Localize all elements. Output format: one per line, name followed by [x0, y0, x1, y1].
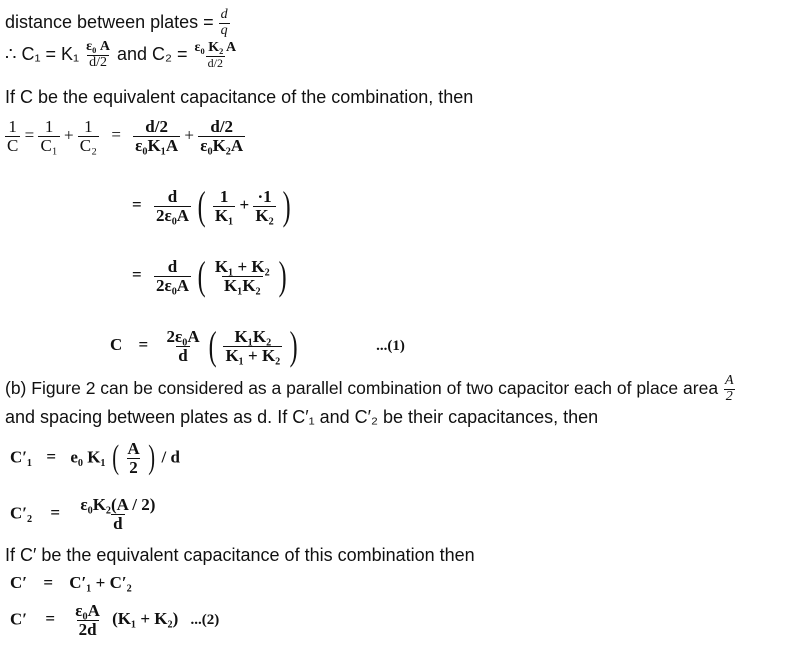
right-paren: ): [282, 183, 291, 228]
distance-text: distance between plates =: [5, 11, 219, 32]
inverse-k1-fraction: [213, 188, 235, 225]
inverse-k2-fraction: [253, 188, 275, 225]
fraction-num: d: [167, 186, 178, 206]
a-over-2-fraction: [125, 440, 141, 477]
c2-fraction: [193, 41, 239, 69]
distance-line: [5, 8, 230, 38]
equals-sign: =: [24, 125, 35, 145]
result-equation-1: [110, 323, 405, 368]
equals-sign: =: [132, 264, 142, 284]
c1-prime-label: C′₁: [10, 447, 33, 467]
result-equation-2: [10, 602, 219, 639]
over-d-term: / d: [161, 447, 180, 467]
fraction-den: ε₀K₂A: [200, 135, 244, 155]
prefactor-fraction: [154, 258, 191, 295]
fraction-num: K₁ + K₂: [214, 256, 270, 276]
sum-term: C′₁ + C′₂: [69, 573, 132, 592]
prefactor-fraction: [154, 188, 191, 225]
left-paren: (: [197, 183, 206, 228]
part-b-text: (b) Figure 2 can be considered as a parallel combination of two capacitor each of place area: [5, 377, 719, 398]
k-sum-term: (K₁ + K₂): [112, 609, 179, 629]
lhs-fraction: [5, 118, 20, 155]
e0-k1-term: e₀ K₁: [70, 447, 106, 467]
fraction-num: d/2: [145, 117, 168, 136]
fraction-den: d: [178, 345, 188, 365]
fraction-den: C₂: [79, 135, 98, 155]
a-over-2-fraction: [723, 374, 736, 404]
fraction-den: C: [7, 135, 19, 155]
inverse-c1-fraction: [38, 118, 59, 155]
fraction-den: 2ε₀A: [155, 205, 190, 225]
fraction-num: d/2: [210, 117, 234, 136]
capacitance-definitions: [5, 40, 238, 70]
fraction-den: 2ε₀A: [155, 275, 190, 295]
plus-sign: +: [184, 125, 194, 145]
equals-sign: =: [43, 573, 53, 592]
c2-prime-fraction: [78, 496, 157, 533]
fraction-den: d/2: [89, 54, 107, 70]
c2-prime-label: C′₂: [10, 503, 33, 523]
series-equation: [5, 118, 245, 155]
fraction-num: ε₀A: [75, 601, 100, 620]
term2-fraction: [198, 118, 245, 155]
plus-sign: +: [239, 194, 250, 214]
part-b-line-1: [5, 374, 736, 404]
right-paren: ): [278, 253, 287, 298]
fraction-num: 1: [8, 117, 17, 136]
c2-prime-equation: [10, 496, 157, 533]
fraction-den: K₂: [255, 205, 274, 225]
left-paren: (: [112, 439, 119, 477]
fraction-den: 2: [725, 388, 733, 404]
fraction-den: ε₀K₁A: [135, 135, 179, 155]
fraction-den: d/2: [207, 55, 223, 70]
fraction-den: q: [220, 22, 228, 38]
parallel-intro: If C′ be the equivalent capacitance of this combination then: [5, 545, 475, 565]
part-b-line-2: and spacing between plates as d. If C′₁ and C′₂ be their capacitances, then: [5, 407, 599, 427]
and-c2-label: and C₂ =: [116, 43, 188, 64]
fraction-den: d: [113, 513, 123, 533]
c1-prime-equation: [10, 440, 180, 477]
fraction-den: K₁: [214, 205, 234, 225]
fraction-den: K₁ + K₂: [225, 345, 281, 365]
c-label: C: [110, 334, 123, 354]
fraction-den: K₁K₂: [224, 275, 261, 295]
simplified-equation-2: [132, 253, 289, 298]
right-paren: ): [289, 323, 298, 368]
equals-sign: =: [111, 125, 121, 145]
fraction-num: ε₀K₂(A / 2): [80, 495, 156, 514]
inverse-c2-fraction: [78, 118, 99, 155]
equals-sign: =: [132, 194, 142, 214]
fraction-num: A: [724, 373, 734, 388]
equals-sign: =: [50, 503, 61, 523]
term1-fraction: [133, 118, 180, 155]
e0a-over-2d-fraction: [73, 602, 102, 639]
k-ratio-fraction: [223, 328, 282, 365]
fraction-num: K₁K₂: [234, 326, 272, 346]
fraction-den: 2d: [78, 619, 97, 639]
fraction-den: 2: [129, 457, 138, 477]
left-paren: (: [208, 323, 217, 368]
d-over-q-fraction: [219, 8, 230, 38]
fraction-num: 1: [44, 117, 54, 136]
fraction-num: d: [167, 256, 178, 276]
prefactor-fraction: [164, 328, 201, 365]
equals-sign: =: [46, 447, 57, 467]
fraction-num: A: [127, 439, 140, 458]
fraction-num: 1: [84, 117, 93, 136]
equals-sign: =: [45, 609, 55, 629]
right-paren: ): [148, 439, 155, 477]
c-prime-label: C′: [10, 609, 28, 629]
equals-sign: =: [138, 334, 149, 354]
fraction-num: ε₀ A: [86, 39, 110, 54]
c1-label: ∴ C₁ = K₁: [5, 43, 80, 64]
simplified-equation-1: [132, 183, 293, 228]
fraction-num: ε₀ K₂ A: [194, 40, 237, 56]
c1-fraction: [84, 40, 112, 70]
c-prime-label: C′: [10, 573, 28, 592]
left-paren: (: [197, 253, 206, 298]
parallel-sum-equation: [10, 574, 132, 591]
fraction-den: C₁: [40, 135, 58, 155]
equation-tag: ...(1): [376, 337, 405, 354]
k-ratio-fraction: [213, 258, 272, 295]
fraction-num: 1: [219, 186, 229, 206]
equation-tag: ...(2): [190, 612, 220, 629]
equivalent-intro: If C be the equivalent capacitance of the combination, then: [5, 87, 474, 107]
fraction-num: d: [220, 7, 228, 22]
fraction-num: ·1: [257, 186, 272, 206]
fraction-num: 2ε₀A: [166, 326, 200, 346]
plus-sign: +: [63, 125, 74, 145]
